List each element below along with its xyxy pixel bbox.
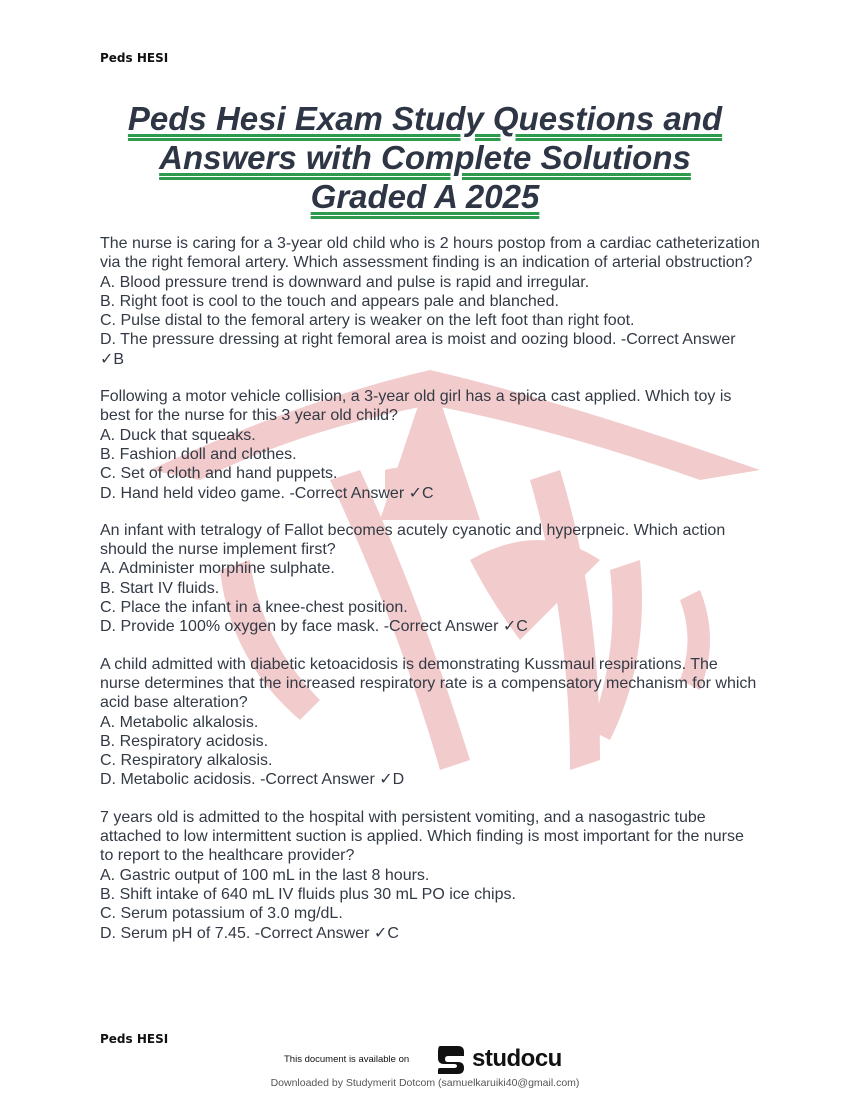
answer-option-last: D. Serum pH of 7.45. -Correct Answer ✓C — [100, 924, 399, 942]
question-text: A child admitted with diabetic ketoacidosis is demonstrating Kussmaul respirations. The nurse determines that the increased respiratory rate is a compensatory mechanism for which acid base alteration? — [100, 655, 757, 712]
studocu-s-icon — [434, 1042, 468, 1076]
answer-option: A. Metabolic alkalosis. — [100, 713, 259, 731]
studocu-logo[interactable] — [434, 1042, 562, 1076]
answer-option: A. Administer morphine sulphate. — [100, 560, 335, 578]
correct-answer-prefix: -Correct Answer — [289, 484, 405, 502]
question-text: Following a motor vehicle collision, a 3-year old girl has a spica cast applied. Which toy is best for the nurse for this 3 year old child? — [100, 388, 732, 425]
answer-option: B. Right foot is cool to the touch and appears pale and blanched. — [100, 292, 559, 310]
answer-option: C. Pulse distal to the femoral artery is weaker on the left foot than right foot. — [100, 312, 635, 330]
correct-answer-prefix: -Correct Answer — [254, 924, 370, 942]
checkmark-icon: ✓ — [100, 350, 114, 368]
checkmark-icon: ✓ — [502, 618, 517, 636]
checkmark-icon: ✓ — [379, 771, 393, 789]
answer-option: A. Duck that squeaks. — [100, 426, 256, 444]
page-footer-label: Peds HESI — [100, 1032, 169, 1046]
answer-option: A. Gastric output of 100 mL in the last 8 hours. — [100, 866, 430, 884]
page-header-label: Peds HESI — [100, 51, 169, 65]
document-title — [90, 99, 760, 216]
title-line-2: Answers with Complete Solutions — [159, 139, 691, 176]
correct-answer-prefix: -Correct Answer — [620, 331, 736, 349]
checkmark-icon: ✓ — [408, 484, 423, 502]
answer-option-last: D. The pressure dressing at right femoral area is moist and oozing blood. -Correct Answer ✓B — [100, 331, 736, 368]
question-text: 7 years old is admitted to the hospital with persistent vomiting, and a nasogastric tube attached to low intermittent suction is applied. Which finding is most important for the nurse to report to the healthcare provider? — [100, 808, 744, 865]
checkmark-icon: ✓ — [373, 924, 388, 942]
correct-answer-letter: C — [422, 484, 434, 502]
studocu-wordmark: studocu — [472, 1045, 562, 1072]
download-attribution: Downloaded by Studymerit Dotcom (samuelkaruiki40@gmail.com) — [270, 1077, 580, 1089]
correct-answer-letter: D — [392, 771, 405, 789]
answer-option: B. Start IV fluids. — [100, 579, 220, 597]
correct-answer-letter: B — [113, 350, 125, 368]
availability-note: This document is available on — [284, 1054, 410, 1065]
correct-answer-prefix: -Correct Answer — [383, 618, 499, 636]
question-item — [100, 234, 760, 369]
answer-option: B. Shift intake of 640 mL IV fluids plus 30 mL PO ice chips. — [100, 885, 516, 903]
answer-option-last: D. Provide 100% oxygen by face mask. -Correct Answer ✓C — [100, 618, 528, 636]
correct-answer-letter: C — [516, 618, 528, 636]
answer-option: A. Blood pressure trend is downward and pulse is rapid and irregular. — [100, 273, 590, 291]
question-item — [100, 808, 760, 943]
correct-answer-letter: C — [387, 924, 399, 942]
question-item — [100, 387, 760, 503]
answer-option-last: D. Hand held video game. -Correct Answer ✓C — [100, 484, 434, 502]
answer-option: C. Serum potassium of 3.0 mg/dL. — [100, 905, 343, 923]
question-list — [100, 234, 760, 961]
answer-option-last: D. Metabolic acidosis. -Correct Answer ✓D — [100, 771, 405, 789]
answer-option: C. Respiratory alkalosis. — [100, 752, 273, 770]
question-text: An infant with tetralogy of Fallot becomes acutely cyanotic and hyperpneic. Which action should the nurse implement first? — [100, 521, 726, 559]
answer-option: B. Respiratory acidosis. — [100, 732, 269, 750]
title-line-1: Peds Hesi Exam Study Questions and — [127, 100, 723, 137]
answer-option: C. Set of cloth and hand puppets. — [100, 465, 338, 483]
question-item — [100, 521, 760, 637]
answer-option: C. Place the infant in a knee-chest position. — [100, 599, 408, 617]
question-item — [100, 655, 760, 790]
correct-answer-prefix: -Correct Answer — [260, 771, 375, 789]
answer-option: B. Fashion doll and clothes. — [100, 445, 297, 463]
title-line-3: Graded A 2025 — [310, 178, 540, 215]
question-text: The nurse is caring for a 3-year old child who is 2 hours postop from a cardiac catheterization via the right femoral artery. Which assessment finding is an indication of arterial obstruction? — [100, 235, 760, 272]
